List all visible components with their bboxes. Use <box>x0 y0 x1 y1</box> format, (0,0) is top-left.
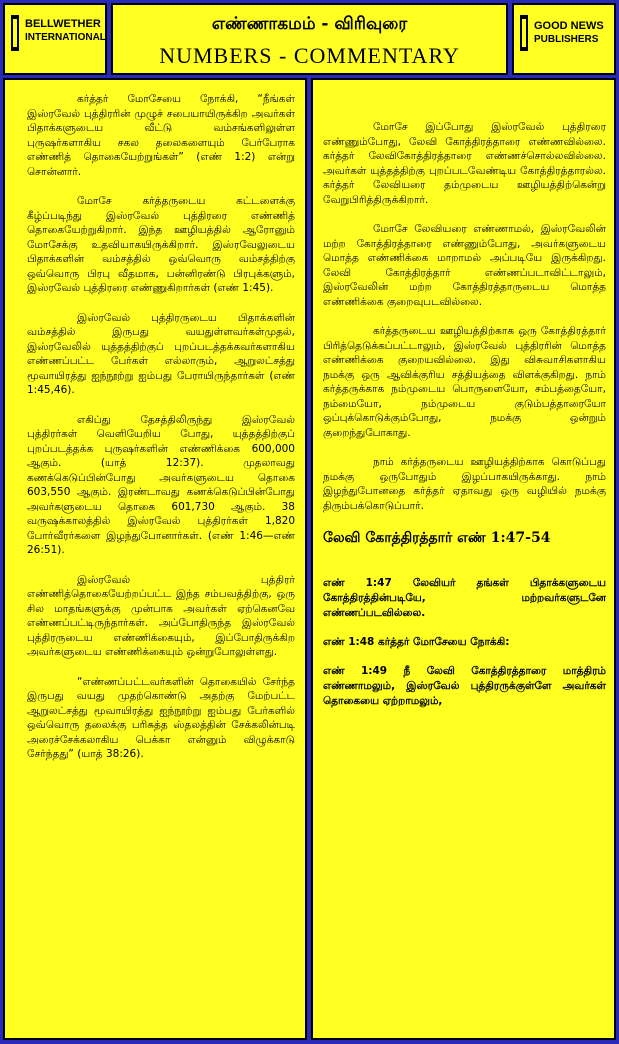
book-icon <box>518 13 530 53</box>
page-title-english: NUMBERS - COMMENTARY <box>159 43 460 68</box>
logo-line2: PUBLISHERS <box>534 34 599 45</box>
paragraph: “எண்ணப்பட்டவர்களின் தொகையில் சேர்ந்த இருபது வயது முதற்கொண்டு அதற்கு மேற்பட்ட ஆறுலட்சத்து மூவாயிரத்து ஐந்நூற்று ஐம்பது பேர்களில் ஒவ்வொரு தலைக்கு பரிசுத்த ஸ்தலத்தின் சேக்கலின்படி அரைச்சேக்கலாகிய பெக்கா என்னும் விழுக்காடு சேர்ந்தது” (யாத் 38:26). <box>27 675 295 760</box>
verse: எண் 1:49 நீ லேவி கோத்திரத்தாரை மாத்திரம் எண்ணாமலும், இஸ்ரவேல் புத்திரருக்குள்ளே அவர்கள் தொகையை ஏற்றாமலும், <box>323 665 606 707</box>
paragraph: நாம் கர்த்தருடைய ஊழியத்திற்காக கொடுப்பது நமக்கு ஒருபோதும் இழப்பாகயிருக்காது. நாம் இழந்துபோனதை கர்த்தர் ஏதாவது ஒரு வழியில் நமக்கு திரும்பக்கொடுப்பார். <box>323 456 606 512</box>
paragraph: மோசே கர்த்தருடைய கட்டளைக்கு கீழ்ப்படிந்து இஸ்ரவேல் புத்திரரை எண்ணித் தொகையேற்றுகிறார். இந்த ஊழியத்தில் ஆரோனும் மோசேக்கு உதவியாகயிருக்கிறார். இஸ்ரவேலுடைய பிதாக்களின் வம்சத்தில் ஒவ்வொரு வம்சத்திற்கு ஒவ்வொரு பிரபு வீதமாக, பன்னிரண்டு பிரபுக்களும், இஸ்ரவேல் புத்திரரை எண்ணுகிறார்கள் (எண் 1:45). <box>27 195 295 294</box>
paragraph: எகிப்து தேசத்திலிருந்து இஸ்ரவேல் புத்திரர்கள் வெளியேறிய போது, யுத்தத்திற்குப் புறப்படத்தக்க புருஷர்களின் எண்ணிக்கை 600,000 ஆகும். (யாத் 12:37). முதலாவது கணக்கெடுப்பின்போது அவர்களுடைய தொகை 603,550 ஆகும். இரண்டாவது கணக்கெடுப்பின்போது அவர்களுடைய தொகை 601,730 ஆகும். 38 வருஷக்காலத்தில் இஸ்ரவேல் புத்திரர்கள் 1,820 போர்வீரர்களை இழந்துபோனார்கள். (எண் 1:46—எண் 26:51). <box>27 413 295 556</box>
left-column <box>3 78 307 1040</box>
paragraph: கர்த்தருடைய ஊழியத்திற்காக ஒரு கோத்திரத்தார் பிரித்தெடுக்கப்பட்டாலும், இஸ்ரவேல் புத்திரரின் மொத்த எண்ணிக்கை குறையவில்லை. இது விசுவாசிகளாகிய நமக்கு ஒரு ஆவிக்குரிய சத்தியத்தை விளக்குகிறது. நாம் கர்த்தருக்காக நம்முடைய பொருளையோ, சம்பத்தையோ, நம்மையோ, நம்முடைய குடும்பத்தாரையோ ஒப்புக்கொடுக்கும்போது, நமக்கு ஒன்றும் குறைந்துபோகாது. <box>323 325 606 439</box>
page-title-tamil: எண்ணாகமம் - விரிவுரை <box>211 14 408 34</box>
paragraph: மோசே இப்போது இஸ்ரவேல் புத்திரரை எண்ணும்போது, லேவி கோத்திரத்தாரை எண்ணவில்லை. கர்த்தர் லேவிகோத்திரத்தாரை எண்ணச்சொல்லவில்லை. அவர்கள் யுத்தத்திற்கு புறப்படவேண்டிய கோத்திரத்தாரல்ல. கர்த்தர் லேவியரை தம்முடைய ஊழியத்திற்கென்று வேறுபிரித்திருக்கிறார். <box>323 121 606 206</box>
publisher-logo-right <box>512 3 616 75</box>
verse: எண் 1:47 லேவியர் தங்கள் பிதாக்களுடைய கோத்திரத்தின்படியே, மற்றவர்களுடனே எண்ணப்படவில்லை. <box>323 577 606 619</box>
book-icon <box>9 13 21 53</box>
logo-line2: INTERNATIONAL <box>25 32 106 43</box>
paragraph: இஸ்ரவேல் புத்திரருடைய பிதாக்களின் வம்சத்தில் இருபது வயதுள்ளவர்கள்முதல், இஸ்ரவேலில் யுத்தத்திற்குப் புறப்படத்தக்கவர்களாகிய எண்ணப்பட்ட பேர்கள் எல்லாரும், ஆறுலட்சத்து மூவாயிரத்து ஐந்நூற்று ஐம்பது பேராயிருந்தார்கள் (எண் 1:45,46). <box>27 311 295 396</box>
paragraph: இஸ்ரவேல் புத்திரர் எண்ணித்தொகையேற்றப்பட்ட இந்த சம்பவத்திற்கு, ஒரு சில மாதங்களுக்கு முன்பாக அவர்கள் ஏற்கெனவே எண்ணப்பட்டிருந்தார்கள். அப்போதிருந்த இஸ்ரவேல் புத்திரருடைய எண்ணிக்கையும், இப்போதிருக்கிற அவர்களுடைய எண்ணிக்கையும் ஒன்றுபோலுள்ளது. <box>27 573 295 658</box>
logo-line1: GOOD NEWS <box>534 20 604 32</box>
right-column <box>311 78 616 1040</box>
section-heading: லேவி கோத்திரத்தார் எண் 1:47-54 <box>323 530 551 546</box>
paragraph: மோசே லேவியரை எண்ணாமல், இஸ்ரவேலின் மற்ற கோத்திரத்தாரை எண்ணும்போது, அவர்களுடைய மொத்த எண்ணிக்கை மாறாமல் அப்படியே இருக்கிறது. லேவி கோத்திரத்தார் எண்ணப்படாவிட்டாலும், இஸ்ரவேலின் மற்ற கோத்திரத்தாருடைய மொத்த எண்ணிக்கை குறைவுபடவில்லை. <box>323 223 606 308</box>
paragraph: கர்த்தர் மோசேயை நோக்கி, “நீங்கள் இஸ்ரவேல் புத்திரரின் முழுச் சபையாயிருக்கிற அவர்கள் பிதாக்களுடைய வீட்டு வம்சங்களிலுள்ள புருஷர்களாகிய சகல தலைகளையும் பேர்பேராக எண்ணித் தொகையேற்றுங்கள்” (எண் 1:2) என்று சொன்னார். <box>27 93 295 178</box>
header-bar <box>0 0 619 78</box>
title-box <box>111 3 508 75</box>
publisher-logo-left <box>3 3 107 75</box>
verse: எண் 1:48 கர்த்தர் மோசேயை நோக்கி: <box>323 636 510 648</box>
logo-line1: BELLWETHER <box>25 18 101 30</box>
